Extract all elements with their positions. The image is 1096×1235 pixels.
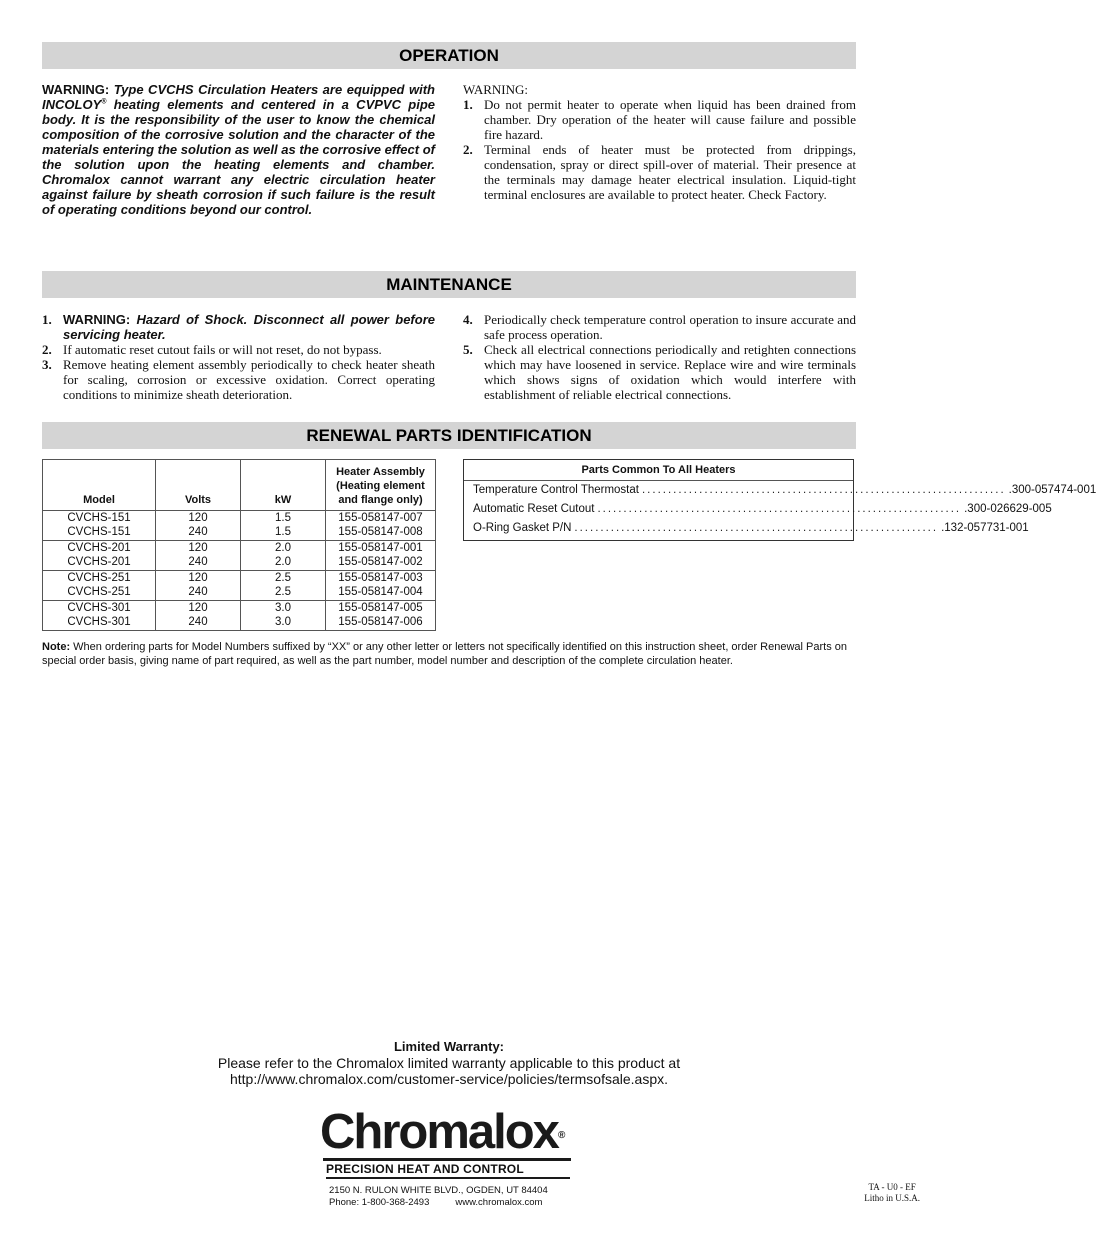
dot-leader: ...................................................................... [597, 503, 962, 515]
warning-text-part1: Type CVCHS Circulation Heaters are equipped with INCOLOY [42, 82, 435, 112]
ordering-note [42, 640, 856, 668]
operation-warning-left [42, 82, 435, 217]
column-header-model: Model [43, 460, 156, 511]
kw-cell: 1.5 1.5 [241, 511, 326, 541]
operation-warning-right [463, 82, 856, 202]
common-parts-title: Parts Common To All Heaters [464, 460, 853, 481]
table-row [43, 601, 436, 631]
registered-mark: ® [101, 98, 107, 106]
kw-cell: 3.0 3.0 [241, 601, 326, 631]
list-item [42, 342, 435, 357]
item-number: 2. [463, 142, 473, 157]
maintenance-list-left [42, 312, 435, 402]
list-item [463, 312, 856, 342]
item-text: Remove heating element assembly periodically to check heater sheath for scaling, corrosion or excessive oxidation. Correct operating conditions to minimize sheath deterioration. [63, 357, 435, 402]
brand-address-block [329, 1185, 580, 1209]
item-number: 4. [463, 312, 473, 327]
item-text: Do not permit heater to operate when liquid has been drained from chamber. Dry operation of the heater will cause failure and possible fire hazard. [484, 97, 856, 142]
common-part-row [464, 481, 1096, 500]
warning-lead: WARNING: [63, 312, 131, 327]
item-text: Check all electrical connections periodically and retighten connections which may have loosened in service. Replace wire and wire terminals which shows signs of oxidation which would interfere with establishment of reliable electrical connections. [484, 342, 856, 402]
logo-rule [326, 1177, 570, 1179]
warranty-block [150, 1039, 748, 1087]
column-header-heater-assembly: Heater Assembly (Heating element and flange only) [326, 460, 436, 511]
dot-leader: ...................................................................... [641, 484, 1006, 496]
renewal-parts-table [42, 459, 436, 631]
common-part-name: Temperature Control Thermostat [473, 484, 639, 496]
part-number-cell: 155-058147-003 155-058147-004 [326, 571, 436, 601]
column-header-volts: Volts [156, 460, 241, 511]
item-text: Periodically check temperature control operation to insure accurate and safe process operation. [484, 312, 856, 342]
common-part-number: .132-057731-001 [941, 522, 1029, 534]
dot-leader: ...................................................................... [574, 522, 939, 534]
brand-phone: Phone: 1-800-368-2493 [329, 1197, 430, 1208]
maintenance-left [42, 312, 435, 402]
maintenance-header: MAINTENANCE [42, 271, 856, 298]
item-number: 2. [42, 342, 52, 357]
table-row [43, 511, 436, 541]
common-parts-box [463, 459, 1096, 541]
model-cell: CVCHS-201 CVCHS-201 [43, 541, 156, 571]
operation-warning-paragraph [42, 82, 435, 217]
brand-website[interactable]: www.chromalox.com [455, 1197, 543, 1208]
table-header-row [43, 460, 436, 511]
model-cell: CVCHS-151 CVCHS-151 [43, 511, 156, 541]
item-text: If automatic reset cutout fails or will not reset, do not bypass. [63, 342, 382, 357]
warranty-url[interactable]: http://www.chromalox.com/customer-service/policies/termsofsale.aspx. [229, 1071, 669, 1087]
item-number: 1. [463, 97, 473, 112]
common-part-number: .300-057474-001 [1008, 484, 1096, 496]
model-cell: CVCHS-301 CVCHS-301 [43, 601, 156, 631]
common-part-number: .300-026629-005 [964, 503, 1052, 515]
item-number: 5. [463, 342, 473, 357]
model-cell: CVCHS-251 CVCHS-251 [43, 571, 156, 601]
part-number-cell: 155-058147-005 155-058147-006 [326, 601, 436, 631]
doc-code-line: TA - U0 - EF [868, 1182, 916, 1192]
brand-wordmark: Chromalox® [320, 1105, 564, 1159]
warning-heading: WARNING: [463, 82, 528, 97]
list-item [42, 312, 435, 342]
doc-litho-line: Litho in U.S.A. [864, 1193, 920, 1203]
part-number-cell: 155-058147-001 155-058147-002 [326, 541, 436, 571]
brand-address: 2150 N. RULON WHITE BLVD., OGDEN, UT 84404 [329, 1185, 548, 1196]
common-part-row [464, 519, 1029, 538]
item-text [63, 312, 435, 342]
operation-warning-list [463, 97, 856, 202]
operation-header: OPERATION [42, 42, 856, 69]
table-row [43, 541, 436, 571]
column-header-kw: kW [241, 460, 326, 511]
maintenance-right [463, 312, 856, 402]
volts-cell: 120 240 [156, 541, 241, 571]
brand-tagline: PRECISION HEAT AND CONTROL [326, 1162, 524, 1176]
list-item [42, 357, 435, 402]
common-part-name: O-Ring Gasket P/N [473, 522, 572, 534]
note-text: When ordering parts for Model Numbers suffixed by “XX” or any other letter or letters not specifically identified on this instruction sheet, order Renewal Parts on special order basis, giving name of part required, as well as the part number, model number and description of the complete circulation heater. [42, 641, 847, 667]
volts-cell: 120 240 [156, 511, 241, 541]
volts-cell: 120 240 [156, 571, 241, 601]
item-number: 3. [42, 357, 52, 372]
warning-text-part2: heating elements and centered in a CVPVC pipe body. It is the responsibility of the user to know the chemical composition of the corrosive solution and the character of the materials entering the solution as well as the corrosive effect of the solution upon the heating elements and chamber. Chromalox cannot warrant any electric circulation heater against failure by sheath corrosion if such failure is the result of operating conditions beyond our control. [42, 97, 435, 217]
note-label: Note: [42, 641, 71, 653]
maintenance-list-right [463, 312, 856, 402]
common-part-name: Automatic Reset Cutout [473, 503, 595, 515]
part-number-cell: 155-058147-007 155-058147-008 [326, 511, 436, 541]
common-part-row [464, 500, 1052, 519]
list-item [463, 97, 856, 142]
table-row [43, 571, 436, 601]
item-number: 1. [42, 312, 52, 327]
warning-lead: WARNING: [42, 82, 110, 97]
registered-mark: ® [557, 1130, 564, 1141]
chromalox-logo [320, 1105, 580, 1209]
warranty-title: Limited Warranty: [393, 1039, 505, 1054]
list-item [463, 142, 856, 202]
warranty-text: Please refer to the Chromalox limited warranty applicable to this product at [217, 1055, 681, 1071]
document-code [864, 1182, 920, 1204]
kw-cell: 2.0 2.0 [241, 541, 326, 571]
volts-cell: 120 240 [156, 601, 241, 631]
item-text: Terminal ends of heater must be protected from drippings, condensation, spray or direct spill-over of material. Their presence at the terminals may damage heater electrical insulation. Liquid-tight terminal enclosures are available to protect heater. Check Factory. [484, 142, 856, 202]
list-item [463, 342, 856, 402]
kw-cell: 2.5 2.5 [241, 571, 326, 601]
renewal-parts-header: RENEWAL PARTS IDENTIFICATION [42, 422, 856, 449]
warning-text: Hazard of Shock. Disconnect all power before servicing heater. [63, 312, 435, 342]
